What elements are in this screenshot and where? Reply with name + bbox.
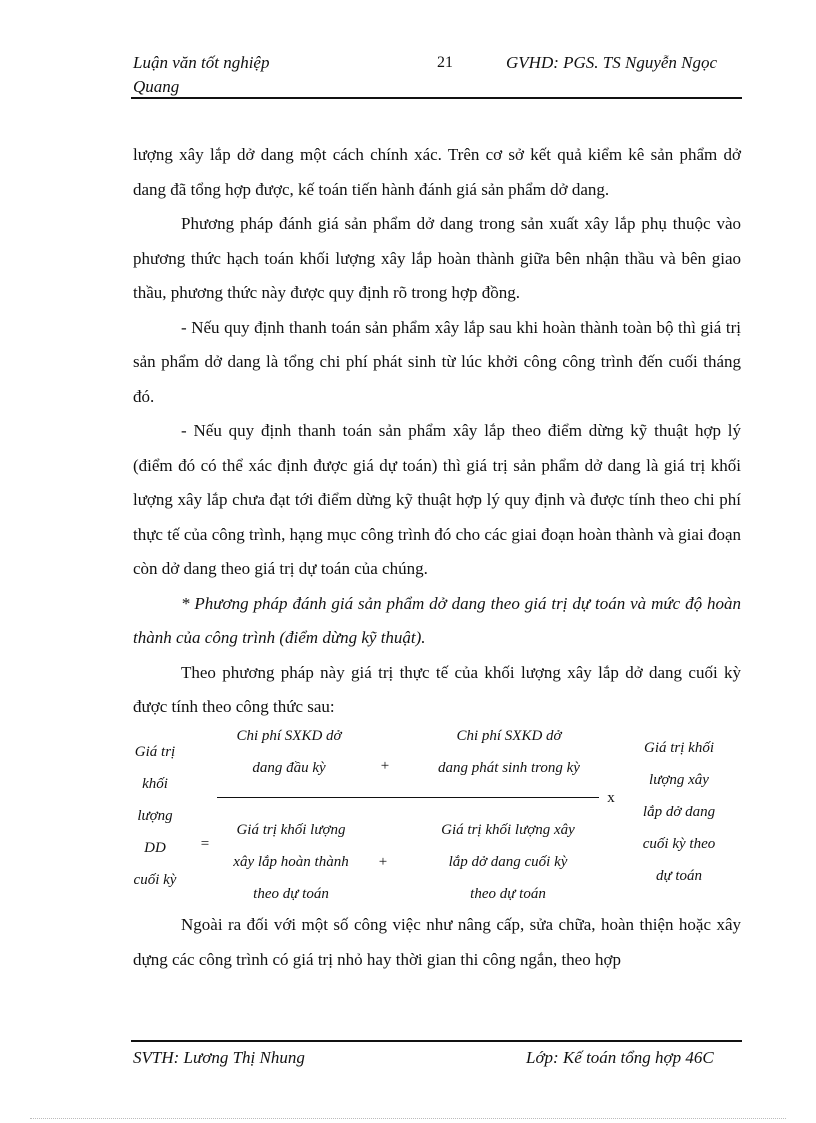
- footer-class: Lớp: Kế toán tổng hợp 46C: [526, 1048, 714, 1067]
- paragraph-2: Phương pháp đánh giá sản phẩm dở dang trong sản xuất xây lắp phụ thuộc vào phương thức hạch toán khối lượng xây lắp hoàn thành giữa bên nhận thầu và bên giao thầu, phương thức này được quy định rõ trong hợp đồng.: [133, 214, 741, 302]
- header-rule: [131, 97, 742, 99]
- formula-denominator-b-line: Giá trị khối lượng xây: [441, 822, 575, 838]
- formula-numerator-b-line: dang phát sinh trong kỳ: [438, 760, 580, 776]
- formula-numerator-a: [219, 720, 359, 784]
- formula-rhs-line: cuối kỳ theo: [642, 836, 716, 852]
- formula-denominator-b-line: lắp dở dang cuối kỳ: [448, 854, 568, 870]
- formula-denominator-a-line: theo dự toán: [253, 886, 329, 902]
- footer-student: SVTH: Lương Thị Nhung: [133, 1048, 305, 1067]
- formula-denominator-a: [219, 814, 363, 910]
- formula-rhs-line: dự toán: [655, 868, 703, 884]
- formula-rhs-line: lượng xây: [649, 772, 709, 788]
- paragraph-4: - Nếu quy định thanh toán sản phẩm xây lắp theo điểm dừng kỹ thuật hợp lý (điểm đó có thể xác định được giá dự toán) thì giá trị sản phẩm dở dang là giá trị khối lượng xây lắp chưa đạt tới điểm dừng kỹ thuật hợp lý quy định và được tính theo chi phí thực tế của công trình, hạng mục công trình đó cho các giai đoạn hoàn thành và giai đoạn còn dở dang theo giá trị dự toán của chúng.: [133, 421, 741, 578]
- formula-denominator-plus: +: [378, 854, 388, 870]
- page-number: 21: [437, 54, 453, 71]
- header-advisor: GVHD: PGS. TS Nguyễn Ngọc: [506, 53, 718, 72]
- formula-numerator-plus: +: [380, 758, 390, 774]
- formula-numerator-a-line: dang đầu kỳ: [252, 760, 326, 776]
- body-text: [133, 138, 741, 725]
- formula-lhs-line: DD: [144, 840, 166, 856]
- formula-lhs-line: lượng: [137, 808, 173, 824]
- paragraph-5-italic: * Phương pháp đánh giá sản phẩm dở dang theo giá trị dự toán và mức độ hoàn thành của công trình (điểm dừng kỹ thuật).: [133, 593, 741, 647]
- formula-denominator-a-line: Giá trị khối lượng: [236, 822, 346, 838]
- footer-rule: [131, 1040, 742, 1042]
- formula-denominator-b: [415, 814, 601, 910]
- formula-rhs-line: lắp dở dang: [642, 804, 716, 820]
- formula-lhs: [133, 736, 177, 896]
- paragraph-6: Theo phương pháp này giá trị thực tế của khối lượng xây lắp dở dang cuối kỳ được tính theo công thức sau:: [133, 662, 741, 716]
- formula-denominator-a-line: xây lắp hoàn thành: [233, 854, 349, 870]
- formula-numerator-b: [409, 720, 609, 784]
- formula-times: x: [607, 790, 615, 806]
- formula-lhs-line: cuối kỳ: [133, 872, 177, 888]
- formula-rhs: [627, 732, 731, 892]
- paragraph-1: lượng xây lắp dở dang một cách chính xác. Trên cơ sở kết quả kiểm kê sản phẩm dở dang đã tổng hợp được, kế toán tiến hành đánh giá sản phẩm dở dang.: [133, 145, 741, 199]
- body-text-continued: [133, 908, 741, 977]
- header-advisor-continued: Quang: [133, 77, 180, 96]
- formula-denominator-b-line: theo dự toán: [470, 886, 546, 902]
- formula-lhs-line: Giá trị: [134, 744, 176, 760]
- formula-rhs-line: Giá trị khối: [644, 740, 714, 756]
- formula-numerator-a-line: Chi phí SXKD dở: [236, 728, 342, 744]
- paragraph-7: Ngoài ra đối với một số công việc như nâng cấp, sửa chữa, hoàn thiện hoặc xây dựng các công trình có giá trị nhỏ hay thời gian thi công ngắn, theo hợp: [133, 915, 741, 969]
- formula-fraction-bar: [217, 797, 599, 798]
- page-edge-divider: [30, 1118, 786, 1119]
- formula-lhs-line: khối: [142, 776, 168, 792]
- paragraph-3: - Nếu quy định thanh toán sản phẩm xây lắp sau khi hoàn thành toàn bộ thì giá trị sản phẩm dở dang là tổng chi phí phát sinh từ lúc khởi công công trình đến cuối tháng đó.: [133, 317, 741, 406]
- formula-equals: =: [200, 836, 210, 852]
- header-thesis-title: Luận văn tốt nghiệp: [133, 53, 270, 72]
- formula-numerator-b-line: Chi phí SXKD dở: [456, 728, 562, 744]
- formula: [133, 720, 743, 910]
